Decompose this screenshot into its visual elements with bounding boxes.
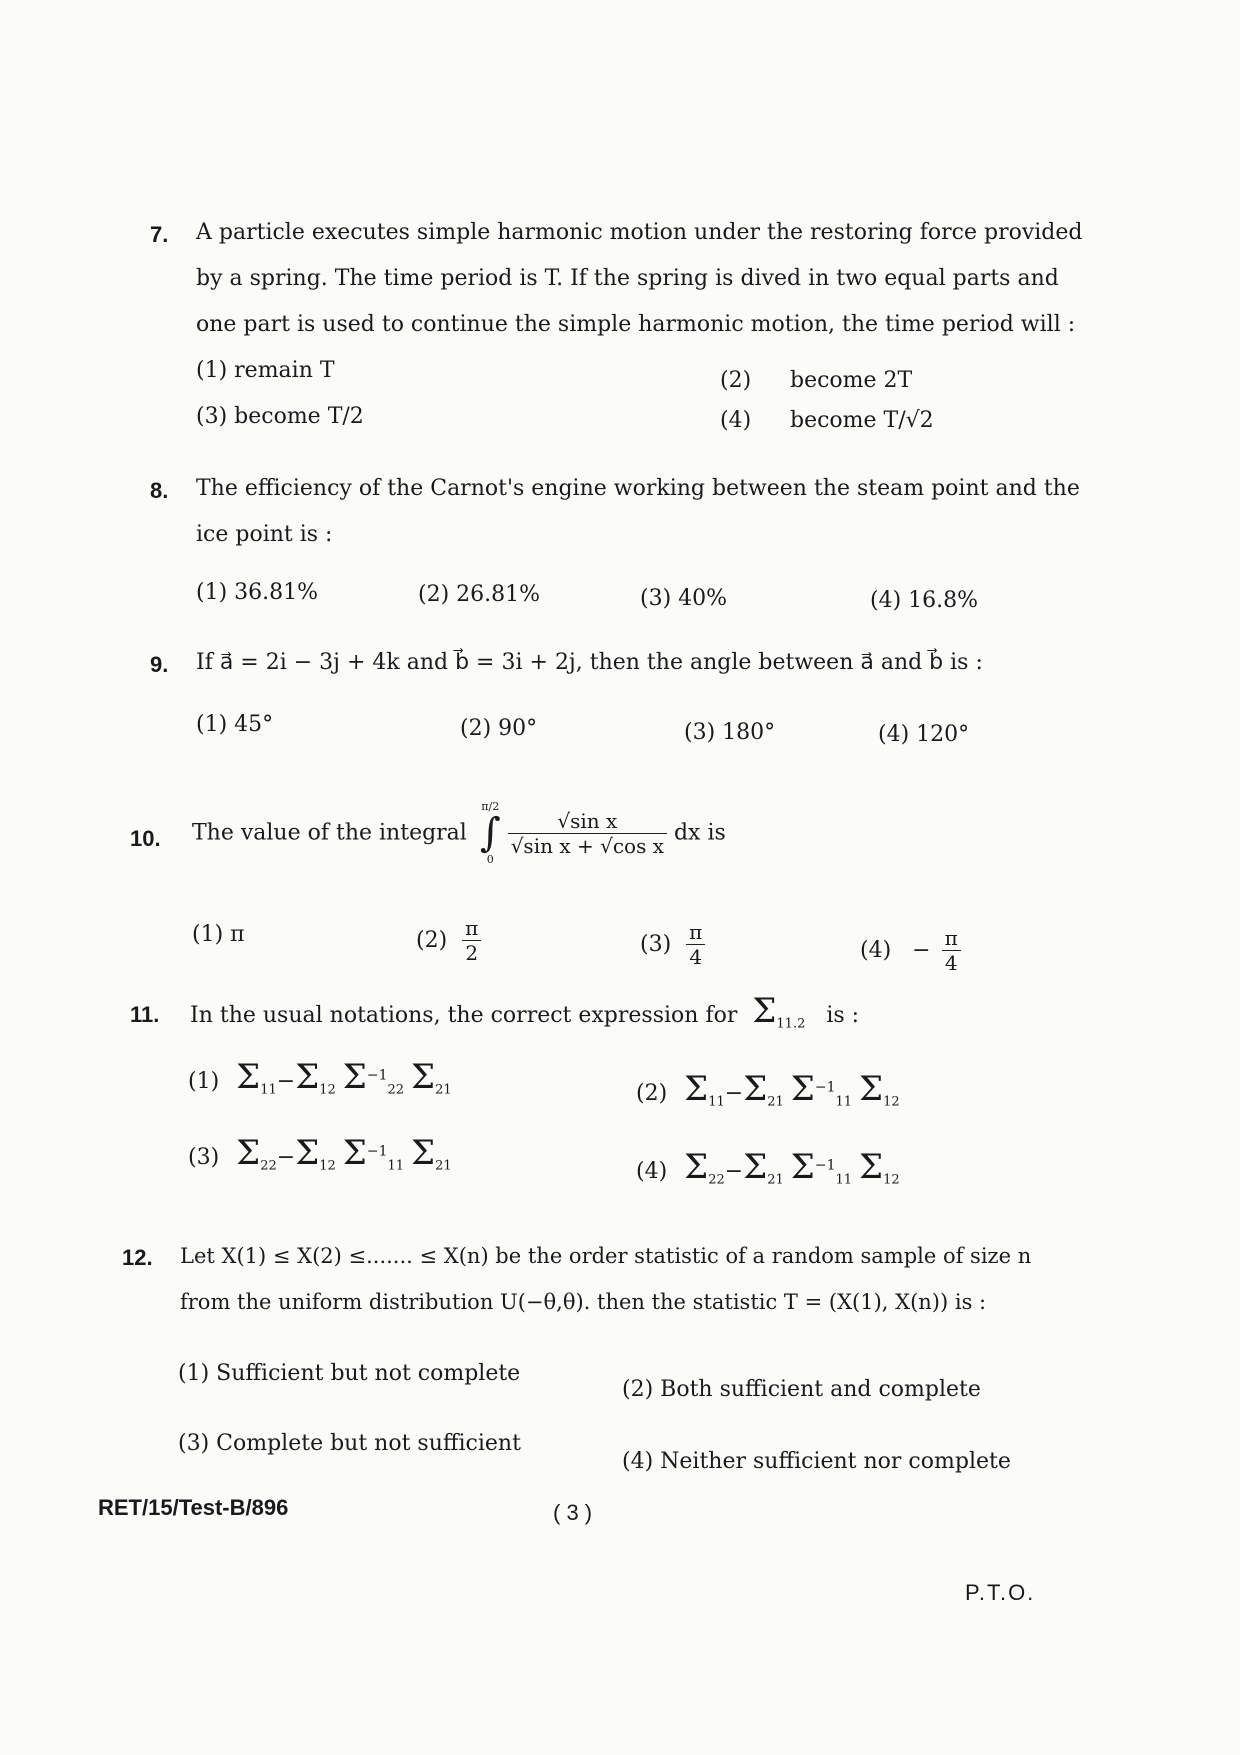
integral-suffix: dx is — [673, 820, 726, 846]
question-number: 11. — [130, 1002, 160, 1027]
question-stem — [196, 210, 1090, 348]
option-number: (2) — [416, 928, 448, 953]
option-number: (3) — [188, 1145, 220, 1170]
stem-line: one part is used to continue the simple harmonic motion, the time period will : — [196, 312, 1076, 337]
option-2: become 2T — [790, 368, 913, 393]
sigma-symbol: Σ — [684, 1147, 709, 1187]
question-stem — [192, 800, 726, 866]
option-3: (3) become T/2 — [196, 404, 364, 429]
minus-sign: − — [912, 938, 931, 963]
question-11 — [130, 991, 1070, 1228]
fraction-denominator: 2 — [465, 941, 479, 965]
option-4: (4) Neither sufficient nor complete — [622, 1449, 1011, 1474]
sigma-symbol: Σ — [342, 1057, 367, 1097]
option-number: (4) — [860, 938, 892, 963]
question-number: 12. — [122, 1245, 153, 1270]
stem-line: A particle executes simple harmonic motion under the restoring force provided — [196, 220, 1083, 245]
option-2: (2) $\Sigma_{11}-\Sigma_{21}$ $\Sigma^{-1}_{11}$ $\Sigma_{12}$ — [636, 1069, 900, 1110]
sigma-symbol: Σ — [411, 1057, 436, 1097]
sigma-symbol: Σ — [790, 1069, 815, 1109]
stem-line: The efficiency of the Carnot's engine working between the steam point and the — [196, 476, 1080, 501]
sigma-symbol: Σ — [295, 1133, 320, 1173]
integral-sign-icon: ∫ — [479, 810, 501, 856]
fraction-denominator: 4 — [944, 951, 958, 975]
sigma-symbol: Σ — [743, 1147, 768, 1187]
booklet-code: RET/15/Test-B/896 — [98, 1495, 289, 1520]
option-4 — [860, 926, 961, 975]
option-4: become T/√2 — [790, 408, 934, 433]
option-4: (4) 120° — [878, 722, 970, 747]
option-number: (1) — [188, 1069, 220, 1094]
question-7 — [150, 220, 1090, 433]
question-stem — [190, 991, 860, 1032]
stem-line: from the uniform distribution U(−θ,θ). then the statistic T = (X(1), X(n)) is : — [180, 1290, 987, 1314]
option-1: (1) π — [192, 922, 245, 947]
sigma-symbol: Σ — [342, 1133, 367, 1173]
option-2: (2) 90° — [460, 716, 538, 741]
sigma-symbol: Σ — [859, 1069, 884, 1109]
option-4-number: (4) — [720, 408, 752, 433]
sigma-symbol: Σ — [236, 1057, 261, 1097]
option-4: (4) 16.8% — [870, 588, 979, 613]
question-9 — [150, 652, 1090, 762]
option-fraction — [462, 916, 481, 965]
question-number: 10. — [130, 826, 161, 851]
question-stem: If a⃗ = 2i − 3j + 4k and b⃗ = 3i + 2j, then the angle between a⃗ and b⃗ is : — [196, 650, 983, 675]
question-12 — [122, 1245, 1062, 1505]
option-2: (2) 26.81% — [418, 582, 541, 607]
option-1: (1) 45° — [196, 712, 274, 737]
fraction-numerator: π — [462, 916, 481, 941]
sigma-symbol: Σ — [790, 1147, 815, 1187]
option-3 — [640, 920, 705, 969]
option-3: (3) $\Sigma_{22}-\Sigma_{12}$ $\Sigma^{-1}_{11}$ $\Sigma_{21}$ — [188, 1133, 452, 1174]
option-number: (2) — [636, 1081, 668, 1106]
option-3: (3) Complete but not sufficient — [178, 1431, 521, 1456]
option-1: (1) Sufficient but not complete — [178, 1361, 521, 1386]
integral-limits — [480, 800, 501, 866]
integrand-denominator: √sin x + √cos x — [510, 833, 664, 858]
sigma-symbol: Σ — [411, 1133, 436, 1173]
sigma-symbol: Σ — [295, 1057, 320, 1097]
question-10 — [130, 790, 1070, 990]
fraction-denominator: 4 — [689, 945, 703, 969]
option-fraction — [686, 920, 705, 969]
question-number: 8. — [150, 478, 169, 503]
option-number: (4) — [636, 1159, 668, 1184]
integrand — [508, 809, 667, 858]
stem-line: by a spring. The time period is T. If the spring is dived in two equal parts and — [196, 266, 1059, 291]
stem-suffix: is : — [826, 1003, 860, 1028]
lower-limit: 0 — [486, 853, 494, 866]
sigma-symbol: Σ — [236, 1133, 261, 1173]
fraction-numerator: π — [942, 926, 961, 951]
option-3: (3) 180° — [684, 720, 776, 745]
integrand-numerator: √sin x — [508, 809, 667, 834]
stem-line: Let X(1) ≤ X(2) ≤....... ≤ X(n) be the order statistic of a random sample of size n — [180, 1244, 1032, 1268]
question-stem — [180, 1233, 1062, 1325]
question-stem — [196, 466, 1090, 558]
sigma-subscript: 11.2 — [776, 1016, 806, 1032]
sigma-symbol: Σ — [684, 1069, 709, 1109]
sigma-symbol: Σ — [743, 1069, 768, 1109]
option-2: (2) Both sufficient and complete — [622, 1377, 981, 1402]
option-3: (3) 40% — [640, 586, 728, 611]
option-2-number: (2) — [720, 368, 752, 393]
option-1: (1) 36.81% — [196, 580, 319, 605]
option-1: (1) remain T — [196, 358, 335, 383]
question-8 — [150, 478, 1090, 618]
stem-text: In the usual notations, the correct expression for — [190, 1003, 738, 1028]
integral-prefix: The value of the integral — [192, 820, 467, 846]
please-turn-over: P.T.O. — [965, 1580, 1036, 1605]
option-number: (3) — [640, 932, 672, 957]
option-2 — [416, 916, 481, 965]
stem-line: ice point is : — [196, 522, 333, 547]
option-4: (4) $\Sigma_{22}-\Sigma_{21}$ $\Sigma^{-1}_{11}$ $\Sigma_{12}$ — [636, 1147, 900, 1188]
sigma-symbol: Σ — [752, 991, 777, 1031]
question-number: 7. — [150, 222, 169, 247]
option-1: (1) $\Sigma_{11}-\Sigma_{12}$ $\Sigma^{-1}_{22}$ $\Sigma_{21}$ — [188, 1057, 452, 1098]
option-fraction — [942, 926, 961, 975]
page-number: ( 3 ) — [553, 1500, 593, 1525]
fraction-numerator: π — [686, 920, 705, 945]
sigma-symbol: Σ — [859, 1147, 884, 1187]
upper-limit: π/2 — [481, 800, 500, 813]
question-number: 9. — [150, 652, 169, 677]
